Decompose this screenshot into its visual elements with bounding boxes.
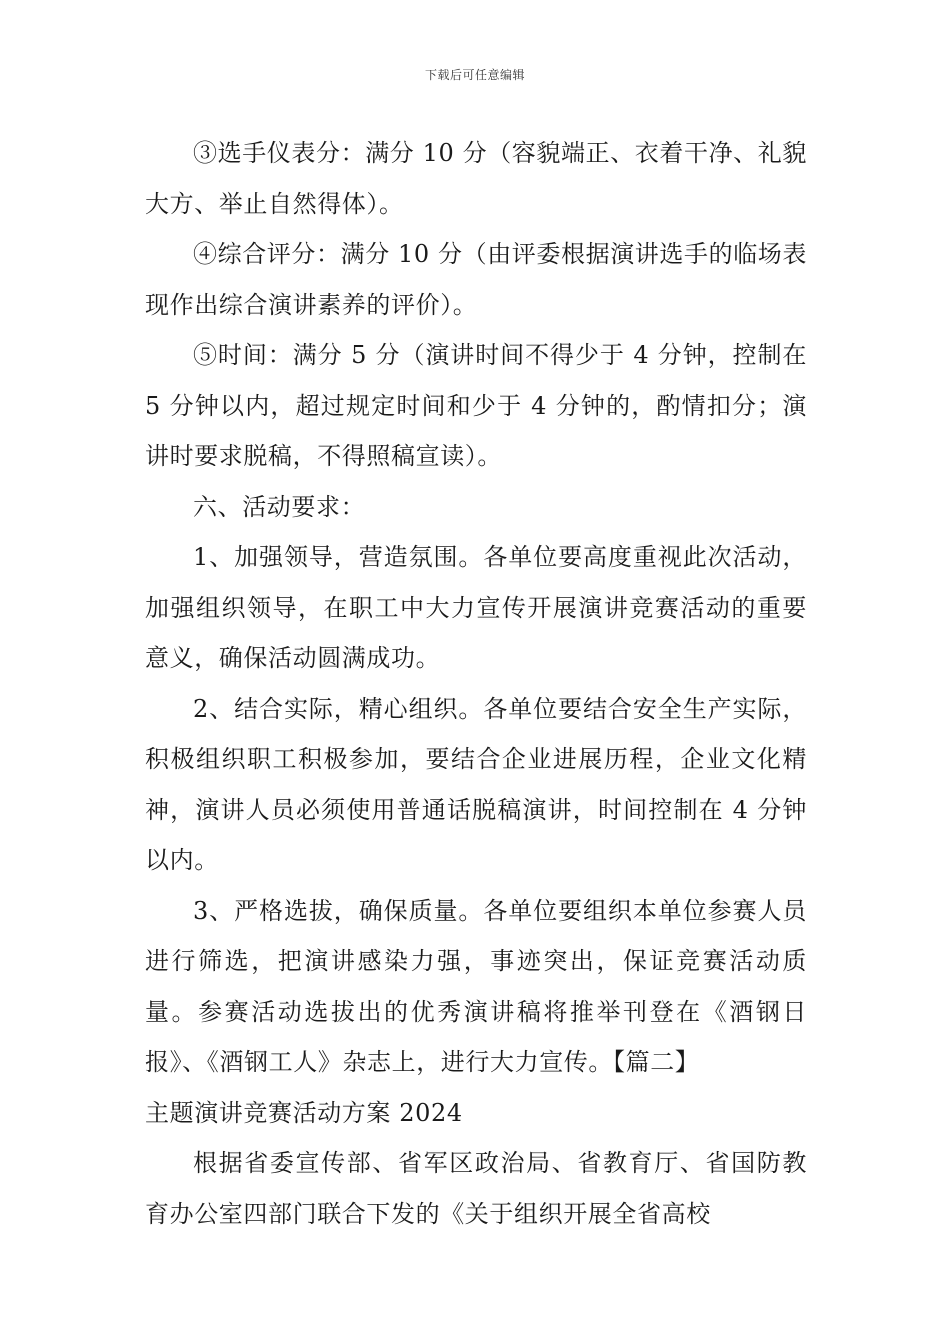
section-heading-requirements: 六、活动要求： xyxy=(193,492,366,521)
paragraph-appearance-score: ③选手仪表分：满分 10 分（容貌端正、衣着干净、礼貌大方、举止自然得体）。 xyxy=(145,139,807,218)
paragraph-requirement-2: 2、结合实际，精心组织。各单位要结合安全生产实际，积极组织职工积极参加，要结合企业进展历程，企业文化精神，演讲人员必须使用普通话脱稿演讲，时间控制在 4 分钟以内。 xyxy=(145,694,807,874)
paragraph-time-score: ⑤时间：满分 5 分（演讲时间不得少于 4 分钟，控制在 5 分钟以内，超过规定时间和少于 4 分钟的，酌情扣分；演讲时要求脱稿，不得照稿宣读）。 xyxy=(145,341,807,470)
paragraph-requirement-1: 1、加强领导，营造氛围。各单位要高度重视此次活动，加强组织领导，在职工中大力宣传开展演讲竞赛活动的重要意义，确保活动圆满成功。 xyxy=(145,543,807,672)
section-title-plan-2024: 主题演讲竞赛活动方案 2024 xyxy=(145,1098,463,1127)
paragraph-intro: 根据省委宣传部、省军区政治局、省教育厅、省国防教育办公室四部门联合下发的《关于组织开展全省高校 xyxy=(145,1149,807,1228)
paragraph-requirement-3: 3、严格选拔，确保质量。各单位要组织本单位参赛人员进行筛选，把演讲感染力强，事迹突出，保证竞赛活动质量。参赛活动选拔出的优秀演讲稿将推举刊登在《酒钢日报》、《酒钢工人》杂志上，进行大力宣传。【篇二】 xyxy=(145,896,807,1076)
page-header: 下载后可任意编辑 xyxy=(424,68,525,82)
document-body xyxy=(145,128,807,1239)
paragraph-overall-score: ④综合评分：满分 10 分（由评委根据演讲选手的临场表现作出综合演讲素养的评价）。 xyxy=(145,240,807,319)
